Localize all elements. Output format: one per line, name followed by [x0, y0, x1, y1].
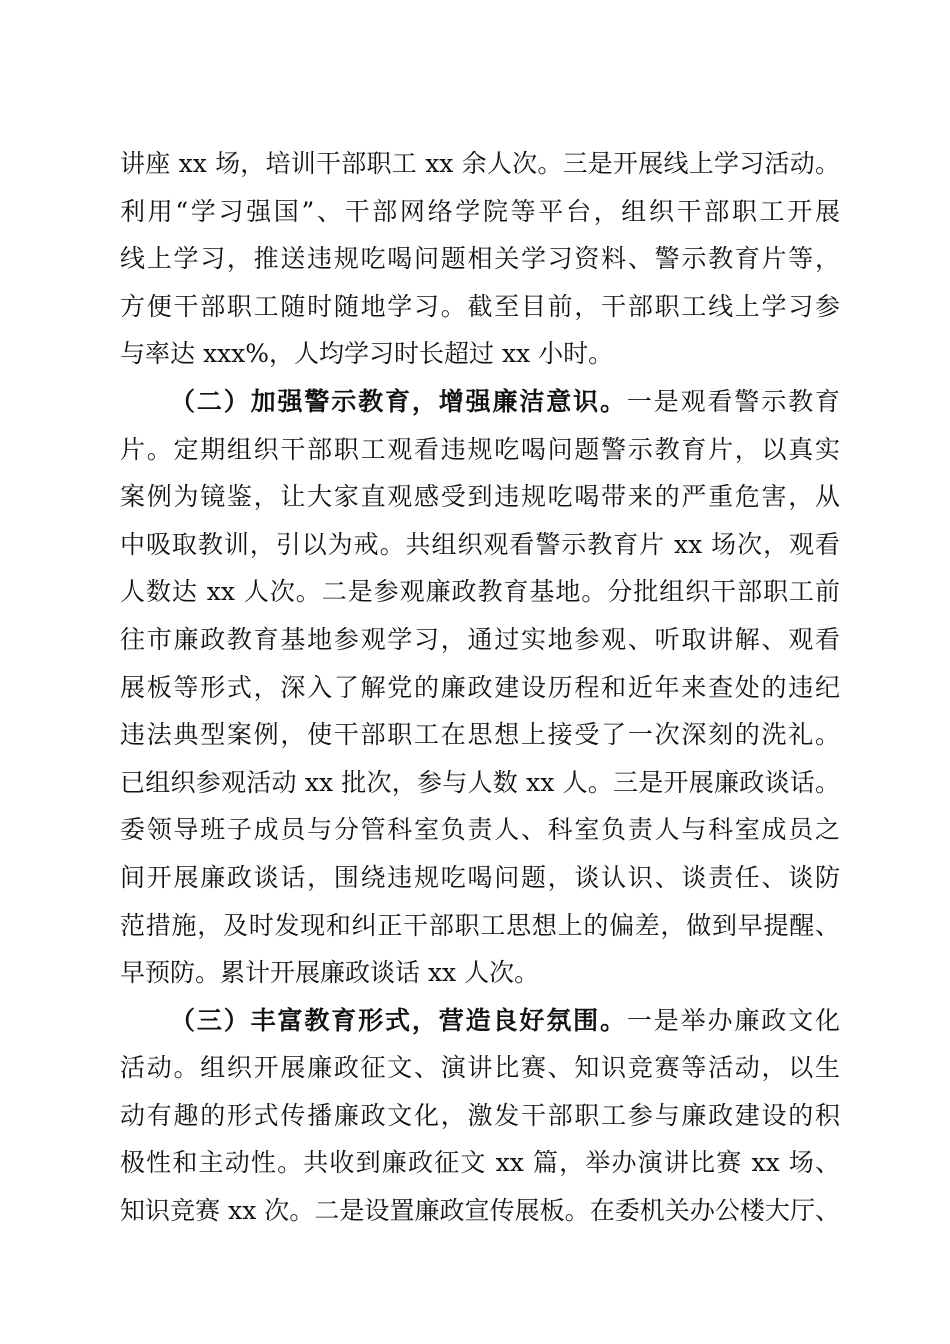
section-2-heading: （二）加强警示教育，增强廉洁意识。	[170, 386, 627, 416]
text-line: 线上学习，推送违规吃喝问题相关学习资料、警示教育片等，	[120, 244, 840, 274]
section-2-first-line	[120, 378, 840, 426]
text-line: 讲座 xx 场，培训干部职工 xx 余人次。三是开展线上学习活动。	[120, 149, 840, 178]
section-2-first-line-text: 一是观看警示教育	[626, 386, 840, 416]
text-line: 案例为镜鉴，让大家直观感受到违规吃喝带来的严重危害，从	[120, 482, 840, 512]
text-line: 展板等形式，深入了解党的廉政建设历程和近年来查处的违纪	[120, 672, 840, 702]
text-line: 方便干部职工随时随地学习。截至目前，干部职工线上学习参	[120, 291, 840, 321]
text-line: 往市廉政教育基地参观学习，通过实地参观、听取讲解、观看	[120, 624, 840, 654]
text-line: 片。定期组织干部职工观看违规吃喝问题警示教育片，以真实	[120, 434, 840, 464]
text-line: 间开展廉政谈话，围绕违规吃喝问题，谈认识、谈责任、谈防	[120, 862, 840, 892]
text-line: 极性和主动性。共收到廉政征文 xx 篇，举办演讲比赛 xx 场、	[120, 1148, 840, 1178]
text-line: 利用“学习强国”、干部网络学院等平台，组织干部职工开展	[120, 196, 840, 226]
document-body	[120, 140, 840, 1235]
section-3-first-line-text: 一是举办廉政文化	[626, 1005, 840, 1035]
section-3-heading: （三）丰富教育形式，营造良好氛围。	[170, 1005, 627, 1035]
text-line: 违法典型案例，使干部职工在思想上接受了一次深刻的洗礼。	[120, 720, 840, 750]
text-line: 已组织参观活动 xx 批次，参与人数 xx 人。三是开展廉政谈话。	[120, 767, 840, 797]
text-line: 中吸取教训，引以为戒。共组织观看警示教育片 xx 场次，观看	[120, 529, 840, 559]
text-line: 动有趣的形式传播廉政文化，激发干部职工参与廉政建设的积	[120, 1100, 840, 1130]
text-line: 与率达 xxx%，人均学习时长超过 xx 小时。	[120, 339, 614, 369]
section-3-first-line	[120, 997, 840, 1045]
text-line: 知识竞赛 xx 次。二是设置廉政宣传展板。在委机关办公楼大厅、	[120, 1196, 840, 1226]
text-line: 活动。组织开展廉政征文、演讲比赛、知识竞赛等活动，以生	[120, 1053, 840, 1083]
text-line: 委领导班子成员与分管科室负责人、科室负责人与科室成员之	[120, 815, 840, 845]
text-line: 人数达 xx 人次。二是参观廉政教育基地。分批组织干部职工前	[120, 577, 840, 607]
text-line: 早预防。累计开展廉政谈话 xx 人次。	[120, 958, 540, 988]
text-line: 范措施，及时发现和纠正干部职工思想上的偏差，做到早提醒、	[120, 910, 840, 940]
